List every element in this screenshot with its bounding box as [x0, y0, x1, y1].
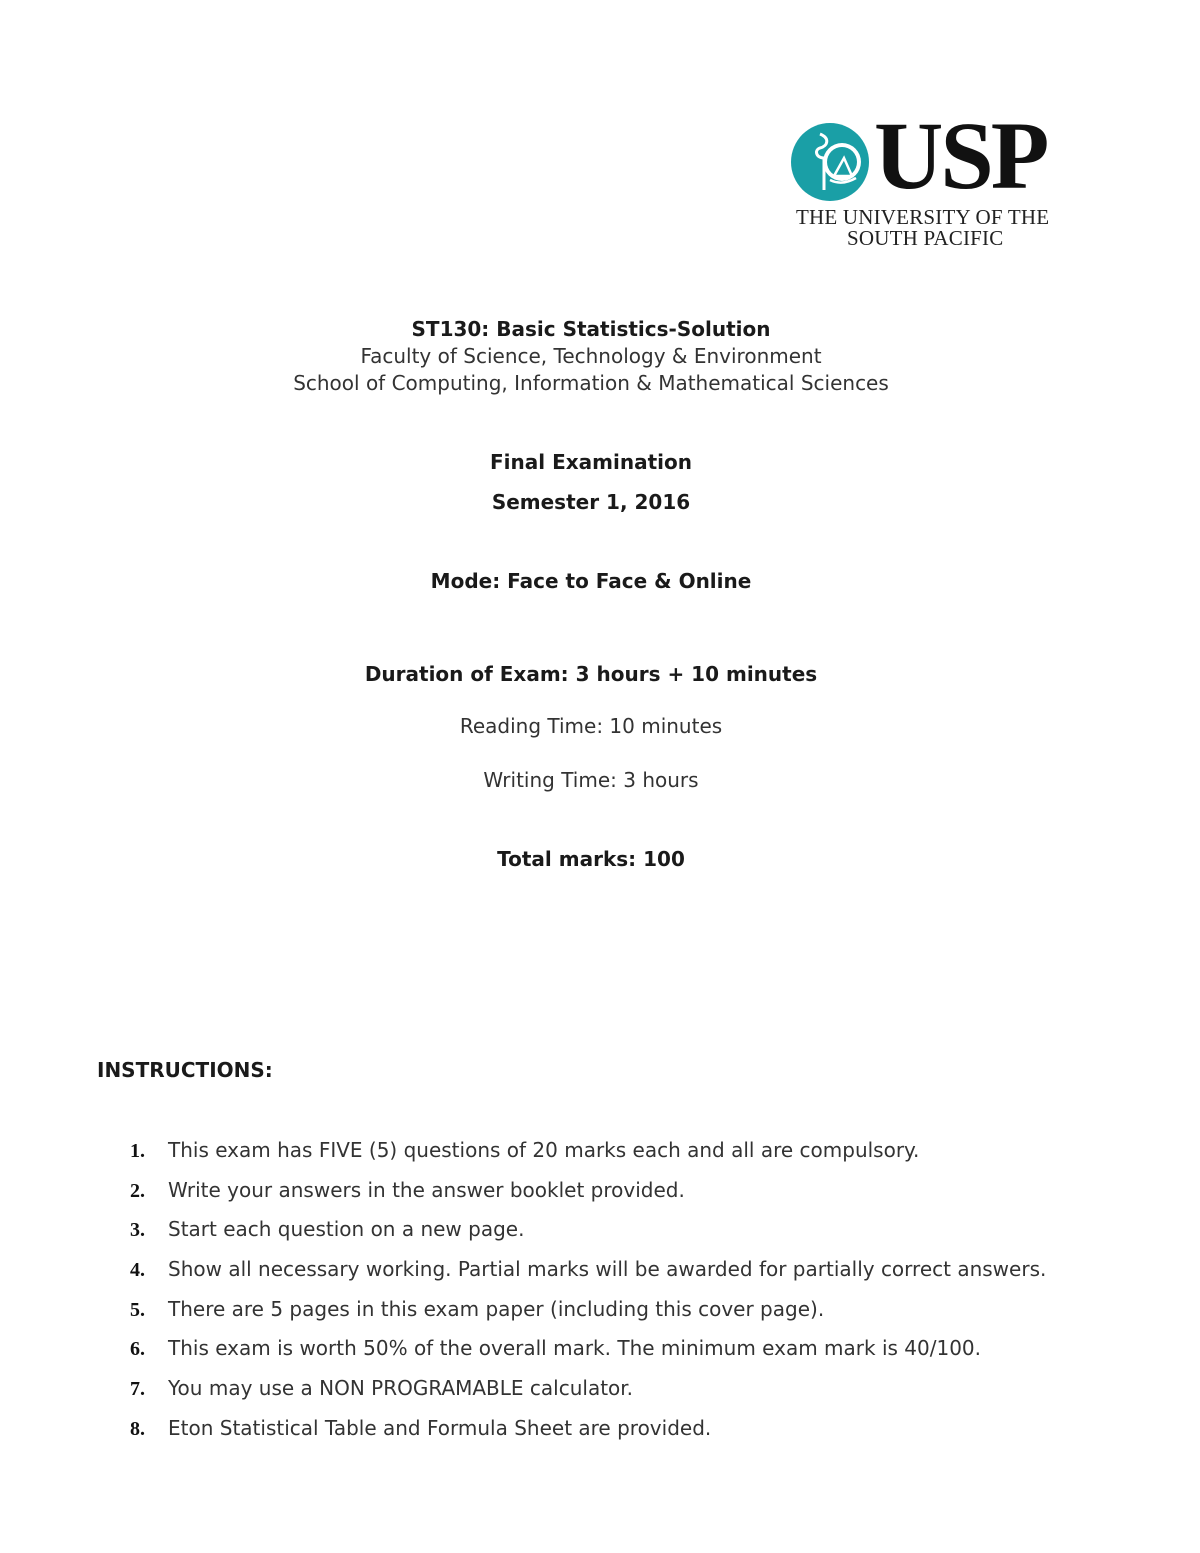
- logo-university-line2: SOUTH PACIFIC: [847, 226, 1004, 250]
- usp-logo: [790, 102, 1080, 250]
- instruction-number: 1.: [130, 1140, 145, 1162]
- usp-seal-icon: [790, 122, 870, 202]
- total-marks: Total marks: 100: [497, 847, 685, 871]
- instruction-number: 6.: [130, 1338, 145, 1361]
- instruction-text: This exam is worth 50% of the overall mark. The minimum exam mark is 40/100.: [168, 1336, 982, 1361]
- instruction-number: 8.: [130, 1417, 145, 1440]
- instructions-title: INSTRUCTIONS:: [97, 1058, 273, 1082]
- instruction-number: 5.: [130, 1298, 145, 1321]
- instruction-text: Show all necessary working. Partial marks will be awarded for partially correct answers.: [168, 1257, 1047, 1282]
- logo-university-line1: THE UNIVERSITY OF THE: [796, 205, 1050, 229]
- instruction-item: [130, 1173, 1046, 1213]
- writing-time: Writing Time: 3 hours: [483, 768, 699, 792]
- exam-type: Final Examination: [490, 450, 692, 474]
- instruction-text: There are 5 pages in this exam paper (including this cover page).: [168, 1296, 825, 1321]
- instruction-text: You may use a NON PROGRAMABLE calculator.: [168, 1376, 634, 1401]
- logo-wordmark: USP: [874, 102, 1047, 209]
- instruction-text: This exam has FIVE (5) questions of 20 marks each and all are compulsory.: [168, 1138, 920, 1162]
- instruction-item: [130, 1133, 1046, 1173]
- instruction-item: [130, 1411, 1046, 1451]
- school-name: School of Computing, Information & Mathematical Sciences: [293, 371, 889, 395]
- instructions-list: [130, 1133, 1046, 1451]
- instruction-number: 7.: [130, 1378, 145, 1401]
- instruction-text: Start each question on a new page.: [168, 1217, 525, 1242]
- exam-semester: Semester 1, 2016: [491, 490, 691, 514]
- instruction-number: 2.: [130, 1179, 145, 1202]
- instruction-item: [130, 1212, 1046, 1252]
- instruction-item: [130, 1252, 1046, 1292]
- instruction-item: [130, 1292, 1046, 1332]
- instruction-number: 4.: [130, 1259, 145, 1282]
- course-title: ST130: Basic Statistics-Solution: [411, 317, 771, 341]
- instruction-text: Write your answers in the answer booklet provided.: [168, 1177, 685, 1202]
- faculty-name: Faculty of Science, Technology & Environment: [360, 344, 822, 368]
- instruction-text: Eton Statistical Table and Formula Sheet are provided.: [168, 1415, 712, 1440]
- exam-mode: Mode: Face to Face & Online: [430, 569, 752, 593]
- instruction-item: [130, 1371, 1046, 1411]
- exam-duration: Duration of Exam: 3 hours + 10 minutes: [364, 662, 818, 686]
- instruction-item: [130, 1331, 1046, 1371]
- instruction-number: 3.: [130, 1219, 145, 1242]
- reading-time: Reading Time: 10 minutes: [459, 714, 723, 738]
